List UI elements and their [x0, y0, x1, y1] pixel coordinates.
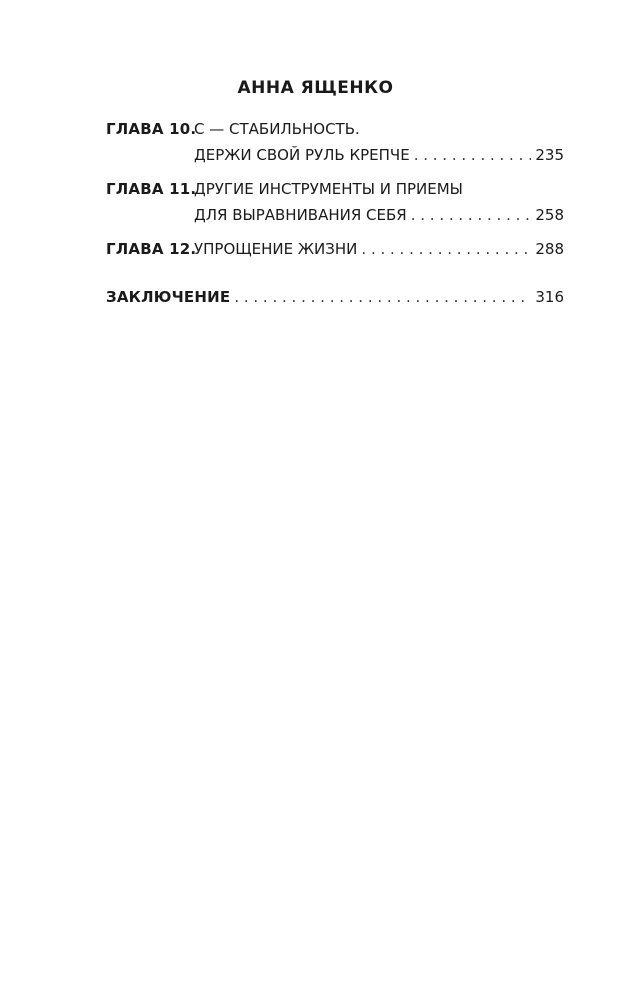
chapter-title-line — [194, 142, 564, 168]
dot-leader — [411, 202, 532, 228]
page-number: 235 — [535, 146, 564, 164]
running-head-author: АННА ЯЩЕНКО — [237, 78, 394, 98]
chapter-title-text: УПРОЩЕНИЕ ЖИЗНИ — [194, 240, 358, 258]
dot-leader — [414, 142, 532, 168]
chapter-label: ГЛАВА 10. — [106, 120, 197, 138]
chapter-label: ГЛАВА 11. — [106, 180, 197, 198]
conclusion-label: ЗАКЛЮЧЕНИЕ — [106, 288, 231, 306]
toc-entry-chapter-12[interactable] — [106, 236, 564, 262]
chapter-label: ГЛАВА 12. — [106, 240, 197, 258]
chapter-title-text: ДЛЯ ВЫРАВНИВАНИЯ СЕБЯ — [194, 206, 407, 224]
chapter-title-block — [194, 236, 564, 262]
table-of-contents — [106, 116, 564, 310]
conclusion-block — [106, 284, 564, 310]
chapter-title-text: С — СТАБИЛЬНОСТЬ. — [194, 120, 360, 138]
chapter-title-block — [194, 176, 564, 228]
toc-entry-chapter-11[interactable] — [106, 176, 564, 228]
toc-entry-chapter-10[interactable] — [106, 116, 564, 168]
page-number: 288 — [535, 240, 564, 258]
chapter-title-line — [194, 176, 564, 202]
dot-leader — [361, 236, 531, 262]
chapter-title-line — [194, 236, 564, 262]
chapter-title-block — [194, 116, 564, 168]
chapter-title-line — [194, 202, 564, 228]
page-number: 258 — [535, 206, 564, 224]
conclusion-line — [106, 284, 564, 310]
chapter-title-line — [194, 116, 564, 142]
chapter-title-text: ДРУГИЕ ИНСТРУМЕНТЫ И ПРИЕМЫ — [194, 180, 463, 198]
page-number: 316 — [535, 288, 564, 306]
dot-leader — [234, 284, 531, 310]
toc-entry-conclusion[interactable] — [106, 284, 564, 310]
chapter-title-text: ДЕРЖИ СВОЙ РУЛЬ КРЕПЧЕ — [194, 146, 410, 164]
